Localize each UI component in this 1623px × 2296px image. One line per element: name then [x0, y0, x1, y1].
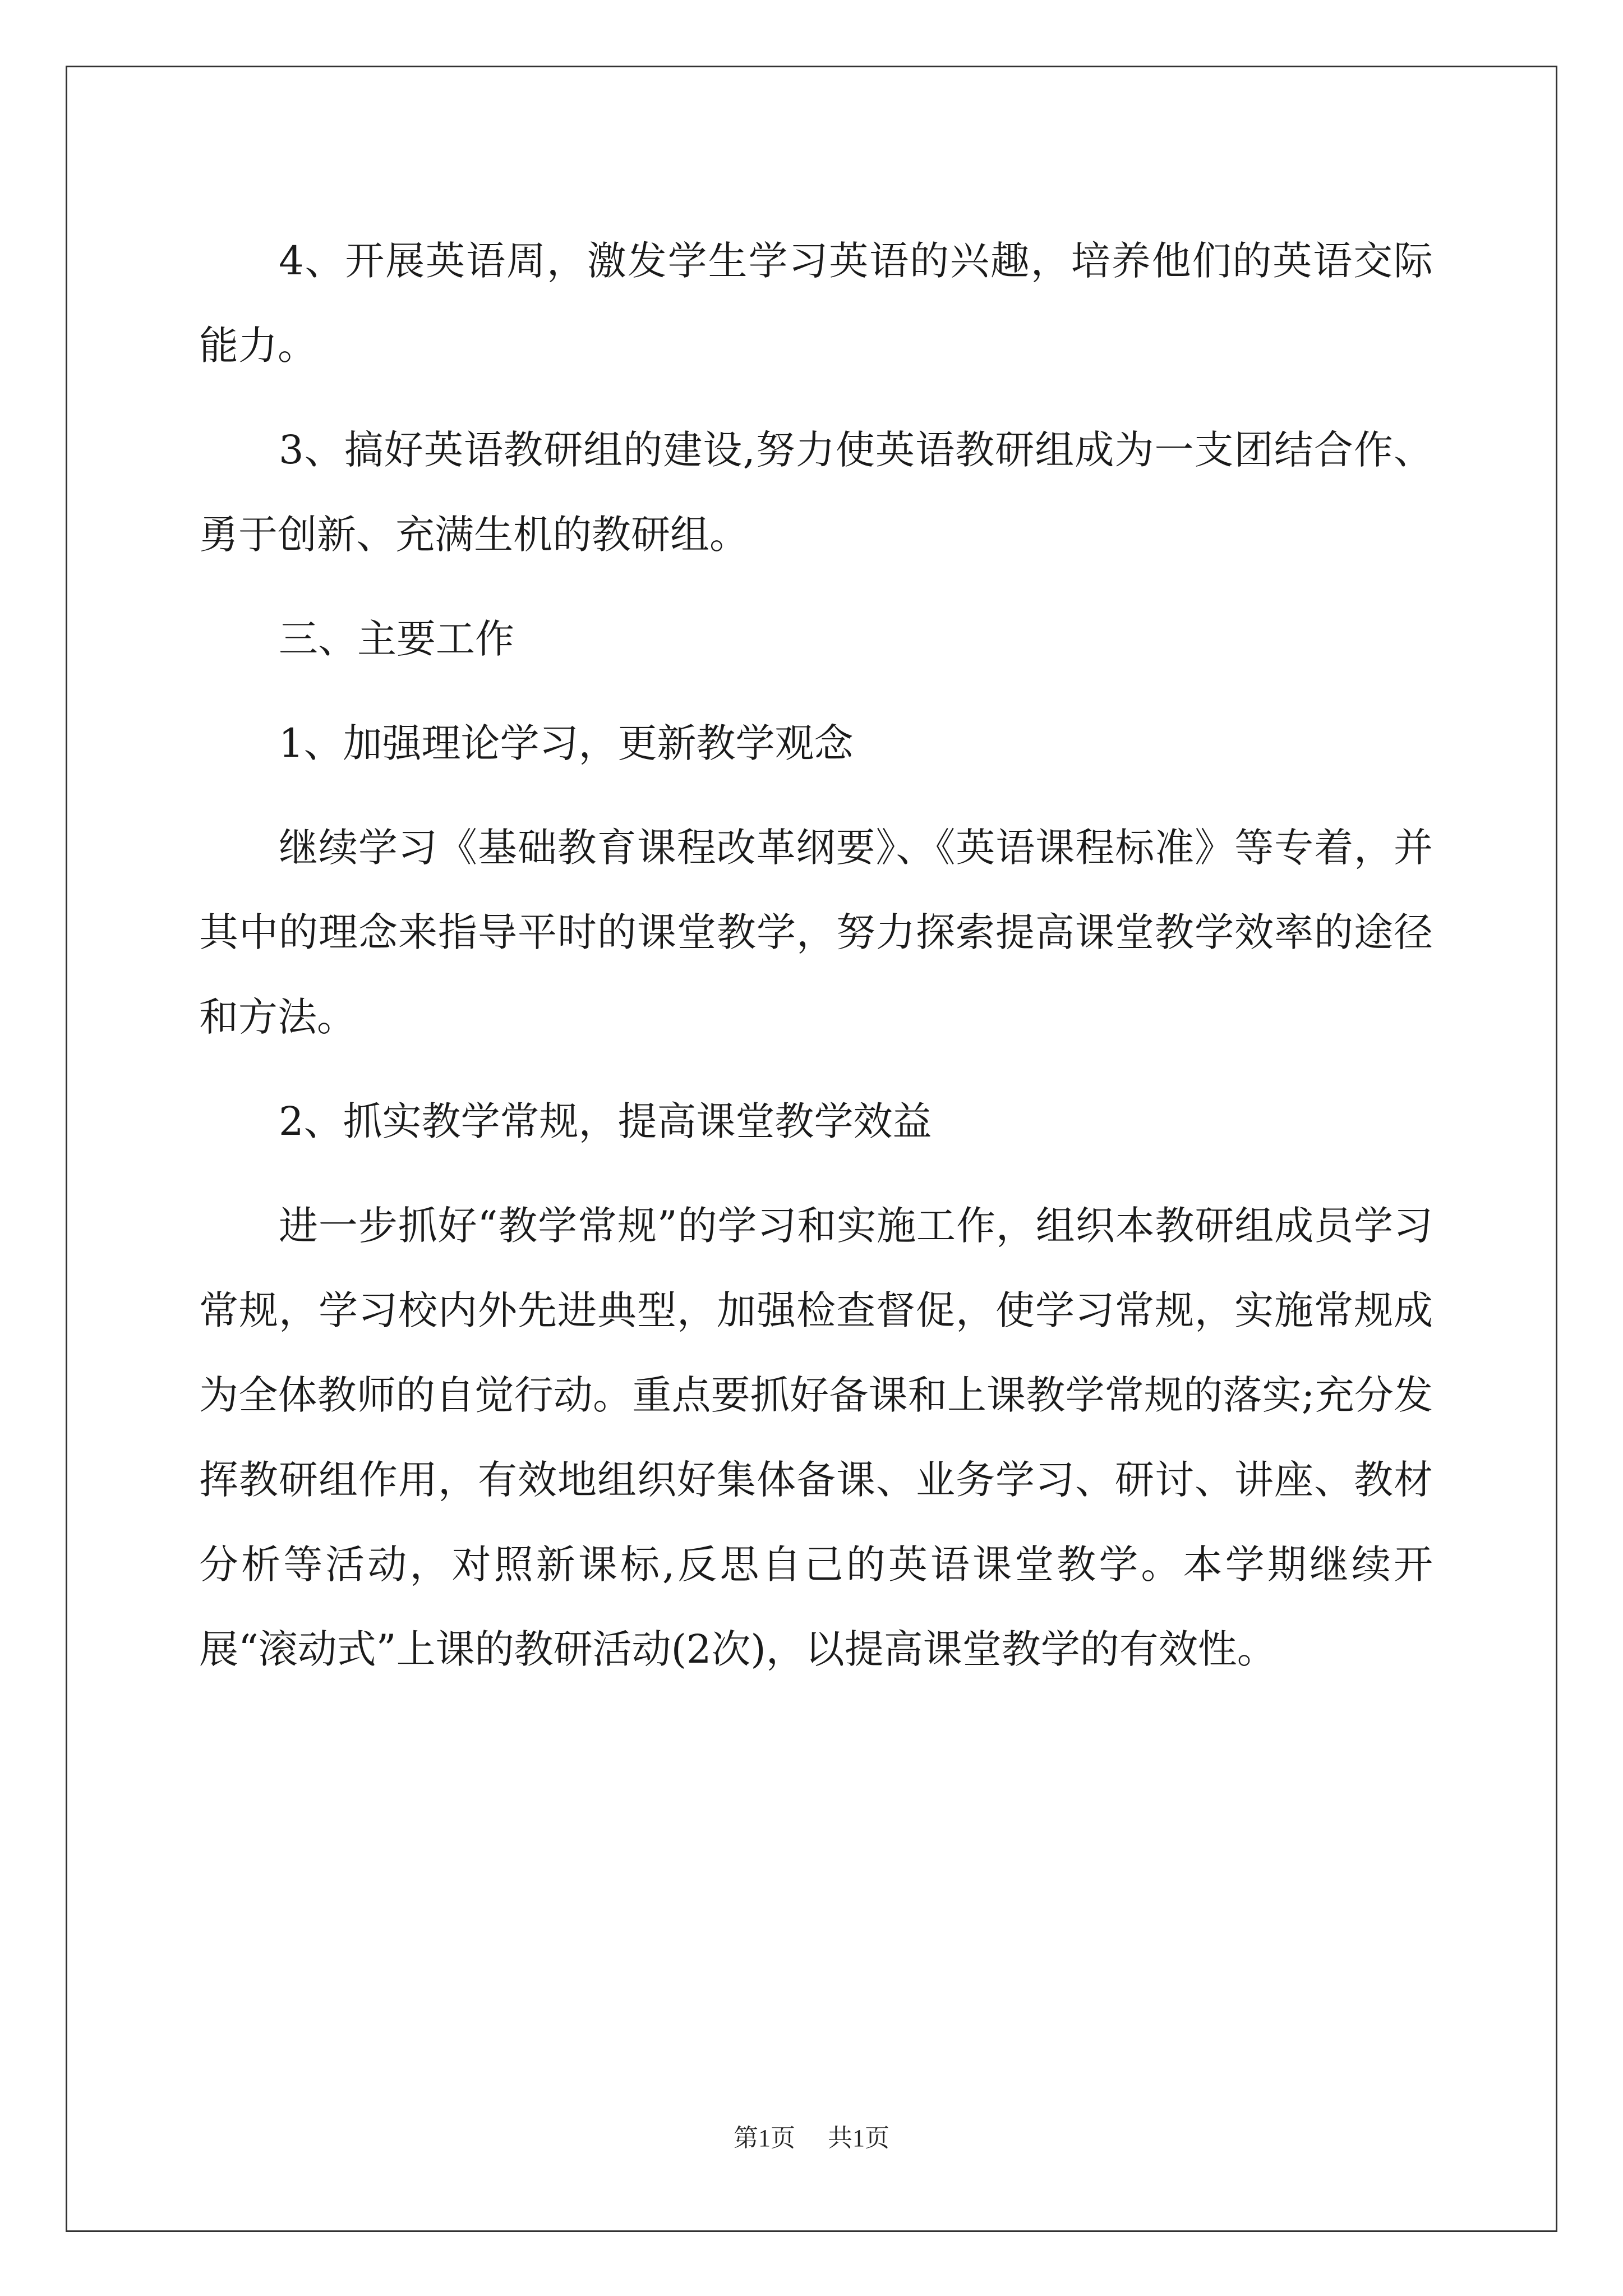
- page-total: 共1页: [828, 2124, 889, 2152]
- section-heading-main-work: 三、主要工作: [279, 616, 514, 662]
- page-footer: [0, 2118, 1623, 2154]
- page-number: 第1页: [734, 2124, 795, 2152]
- document-body: [199, 219, 1433, 1711]
- paragraph-english-week: 4、开展英语周，激发学生学习英语的兴趣，培养他们的英语交际能力。: [199, 238, 1433, 369]
- subheading-theory-study: 1、加强理论学习，更新教学观念: [279, 720, 854, 766]
- paragraph-teaching-routine: 进一步抓好“教学常规”的学习和实施工作，组织本教研组成员学习常规，学习校内外先进典型，加强检查督促，使学习常规，实施常规成为全体教师的自觉行动。重点要抓好备课和上课教学常规的落实;充分发挥教研组作用，有效地组织好集体备课、业务学习、研讨、讲座、教材分析等活动，对照新课标,反思自己的英语课堂教学。本学期继续开展“滚动式”上课的教研活动(2次)，以提高课堂教学的有效性。: [199, 1203, 1433, 1672]
- subheading-teaching-routine: 2、抓实教学常规，提高课堂教学效益: [279, 1098, 932, 1144]
- paragraph-research-group: 3、搞好英语教研组的建设,努力使英语教研组成为一支团结合作、勇于创新、充满生机的教研组。: [199, 427, 1433, 558]
- paragraph-theory-study: 继续学习《基础教育课程改革纲要》、《英语课程标准》等专着，并其中的理念来指导平时的课堂教学，努力探索提高课堂教学效率的途径和方法。: [199, 825, 1433, 1040]
